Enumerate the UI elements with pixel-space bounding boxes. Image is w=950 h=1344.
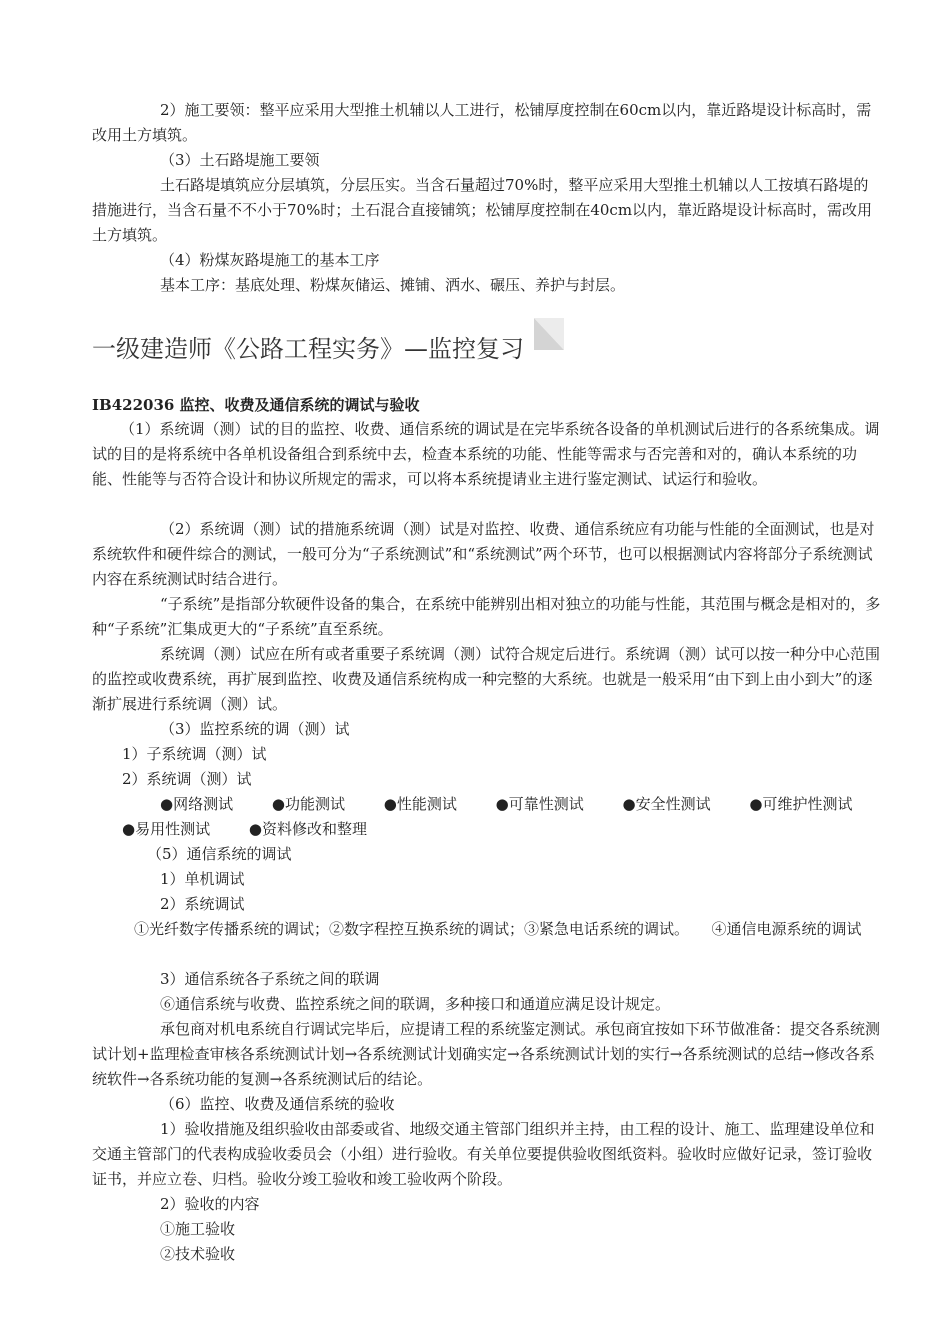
list-item: ●资料修改和整理 [248, 820, 367, 838]
paragraph-system-test-order: 系统调（测）试应在所有或者重要子系统调（测）试符合规定后进行。系统调（测）试可以按一种分中心范围的监控或收费系统，再扩展到监控、收费及通信系统构成一种完整的大系统。也就是一般采用“由下到上由小到大”的逐渐扩展进行系统调（测）试。 [92, 645, 881, 713]
paragraph-test-measures: （2）系统调（测）试的措施系统调（测）试是对监控、收费、通信系统应有功能与性能的全面测试，也是对系统软件和硬件综合的测试，一般可分为“子系统测试”和“系统测试”两个环节，也可以根据测试内容将部分子系统测试内容在系统测试时结合进行。 [92, 520, 875, 588]
list-item: ●易用性测试 [122, 820, 211, 838]
item-unit-test: 1）单机调试 [160, 870, 245, 888]
paragraph-basic-procedures: 基本工序：基底处理、粉煤灰储运、摊铺、洒水、碾压、养护与封层。 [160, 276, 626, 294]
paragraph-joint-interfaces: ⑥通信系统与收费、监控系统之间的联调，多种接口和通道应满足设计规定。 [160, 995, 671, 1013]
image-placeholder-icon [534, 318, 564, 350]
list-item: ●网络测试 [160, 795, 234, 813]
subheading-communication-test: （5）通信系统的调试 [147, 845, 292, 863]
item-joint-commissioning: 3）通信系统各子系统之间的联调 [160, 970, 380, 988]
list-item: ●性能测试 [383, 795, 457, 813]
list-item: ●功能测试 [271, 795, 345, 813]
item-system-commissioning: 2）系统调试 [160, 895, 245, 913]
item-construction-acceptance: ①施工验收 [160, 1220, 236, 1238]
paragraph-earth-rock-embankment: 土石路堤填筑应分层填筑，分层压实。当含石量超过70%时，整平应采用大型推土机辅以人工按填石路堤的措施进行，当含石量不不小于70%时；土石混合直接铺筑；松铺厚度控制在40cm以内，靠近路堤设计标高时，需改用土方填筑。 [92, 176, 873, 244]
article-title: 一级建造师《公路工程实务》—监控复习 [92, 335, 524, 363]
item-acceptance-content: 2）验收的内容 [160, 1195, 260, 1213]
subheading-monitoring-test: （3）监控系统的调（测）试 [160, 720, 350, 738]
subheading-fly-ash-embankment: （4）粉煤灰路堤施工的基本工序 [160, 251, 380, 269]
subheading-earth-rock-embankment: （3）土石路堤施工要领 [160, 151, 320, 169]
paragraph-construction-points: 2）施工要领：整平应采用大型推土机辅以人工进行，松铺厚度控制在60cm以内，靠近路堤设计标高时，需改用土方填筑。 [92, 101, 872, 144]
section-heading: IB422036 监控、收费及通信系统的调试与验收 [92, 396, 420, 414]
list-item: ●安全性测试 [622, 795, 711, 813]
test-type-list [92, 792, 892, 842]
item-system-test: 2）系统调（测）试 [122, 770, 252, 788]
paragraph-contractor-preparation: 承包商对机电系统自行调试完毕后，应提请工程的系统鉴定测试。承包商宜按如下环节做准备：提交各系统测试计划+监理检查审核各系统测试计划→各系统测试计划确实定→各系统测试计划的实行→各系统测试的总结→修改各系统软件→各系统功能的复测→各系统测试后的结论。 [92, 1020, 881, 1088]
subheading-acceptance: （6）监控、收费及通信系统的验收 [160, 1095, 395, 1113]
list-item: ●可靠性测试 [495, 795, 584, 813]
paragraph-subsystem-definition: “子系统”是指部分软硬件设备的集合，在系统中能辨别出相对独立的功能与性能，其范围与概念是相对的，多种“子系统”汇集成更大的“子系统”直至系统。 [92, 595, 881, 638]
paragraph-test-purpose: （1）系统调（测）试的目的监控、收费、通信系统的调试是在完毕系统各设备的单机测试后进行的各系统集成。调试的目的是将系统中各单机设备组合到系统中去，检查本系统的功能、性能等需求与否完善和对的，确认本系统的功能、性能等与否符合设计和协议所规定的需求，可以将本系统提请业主进行鉴定测试、试运行和验收。 [92, 420, 880, 488]
paragraph-communication-subsystems: ①光纤数字传播系统的调试；②数字程控互换系统的调试；③紧急电话系统的调试。 ④通信电源系统的调试 [134, 920, 862, 938]
item-subsystem-test: 1）子系统调（测）试 [122, 745, 267, 763]
item-technical-acceptance: ②技术验收 [160, 1245, 236, 1263]
list-item: ●可维护性测试 [749, 795, 853, 813]
paragraph-acceptance-organization: 1）验收措施及组织验收由部委或省、地级交通主管部门组织并主持，由工程的设计、施工、监理建设单位和交通主管部门的代表构成验收委员会（小组）进行验收。有关单位要提供验收图纸资料。验收时应做好记录，签订验收证书，并应立卷、归档。验收分竣工验收和竣工验收两个阶段。 [92, 1120, 875, 1188]
